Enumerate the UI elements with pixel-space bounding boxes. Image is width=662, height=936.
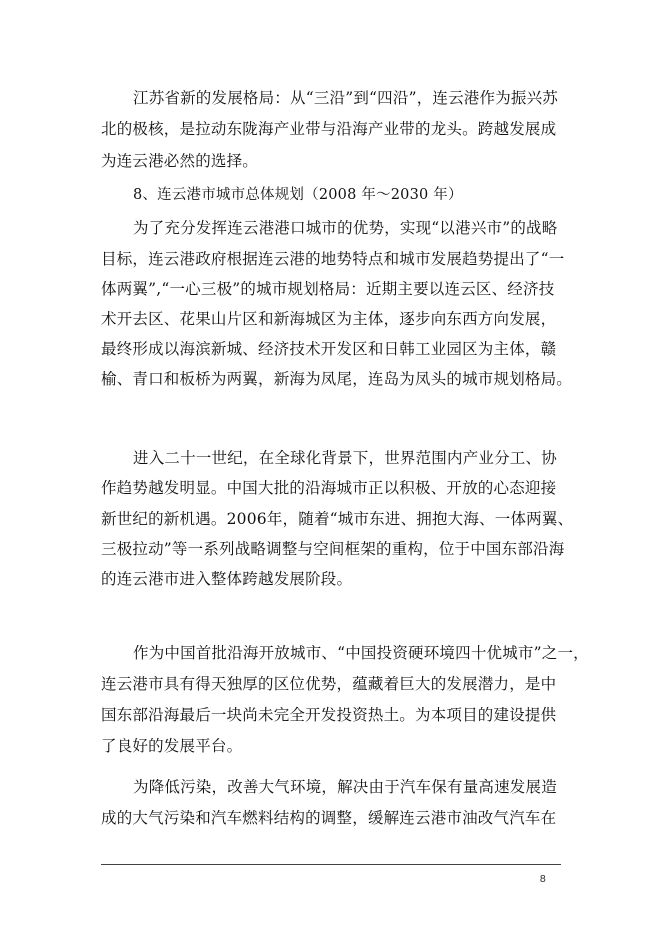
text-line: 新世纪的新机遇。2006年，随着“城市东进、拥抱大海、一体两翼、 — [101, 510, 574, 528]
text-line: 成的大气污染和汽车燃料结构的调整，缓解连云港市油改气汽车在 — [101, 809, 557, 827]
text-line: 最终形成以海滨新城、经济技术开发区和日韩工业园区为主体，赣 — [101, 340, 557, 358]
text-line: 为了充分发挥连云港港口城市的优势，实现“以港兴市”的战略 — [133, 219, 558, 237]
text-line: 三极拉动”等一系列战略调整与空间框架的重构，位于中国东部沿海 — [101, 540, 565, 558]
text-line: 北的极核，是拉动东陇海产业带与沿海产业带的龙头。跨越发展成 — [101, 120, 557, 138]
page-number: 8 — [539, 874, 546, 885]
section-heading: 8、连云港市城市总体规划（2008 年～2030 年） — [133, 187, 463, 203]
text-line: 连云港市具有得天独厚的区位优势，蕴藏着巨大的发展潜力，是中 — [101, 675, 557, 693]
text-line: 体两翼”,“一心三极”的城市规划格局：近期主要以连云区、经济技 — [101, 280, 555, 298]
text-line: 进入二十一世纪，在全球化背景下，世界范围内产业分工、协 — [133, 449, 557, 467]
footer-divider — [101, 864, 561, 865]
text-line: 榆、青口和板桥为两翼，新海为凤尾，连岛为凤头的城市规划格局。 — [101, 370, 573, 388]
text-line: 的连云港市进入整体跨越发展阶段。 — [101, 570, 353, 588]
text-line: 目标，连云港政府根据连云港的地势特点和城市发展趋势提出了“一 — [101, 250, 565, 268]
text-line: 国东部沿海最后一块尚未完全开发投资热土。为本项目的建设提供 — [101, 706, 557, 724]
text-line: 了良好的发展平台。 — [101, 737, 243, 755]
text-line: 江苏省新的发展格局：从“三沿”到“四沿”，连云港作为振兴苏 — [133, 89, 558, 107]
text-line: 为连云港必然的选择。 — [101, 152, 259, 170]
text-line: 为降低污染，改善大气环境，解决由于汽车保有量高速发展造 — [133, 778, 557, 796]
text-line: 术开去区、花果山片区和新海城区为主体，逐步向东西方向发展， — [101, 310, 557, 328]
text-line: 作趋势越发明显。中国大批的沿海城市正以积极、开放的心态迎接 — [101, 479, 557, 497]
text-line: 作为中国首批沿海开放城市、“中国投资硬环境四十优城市”之一， — [133, 644, 589, 662]
